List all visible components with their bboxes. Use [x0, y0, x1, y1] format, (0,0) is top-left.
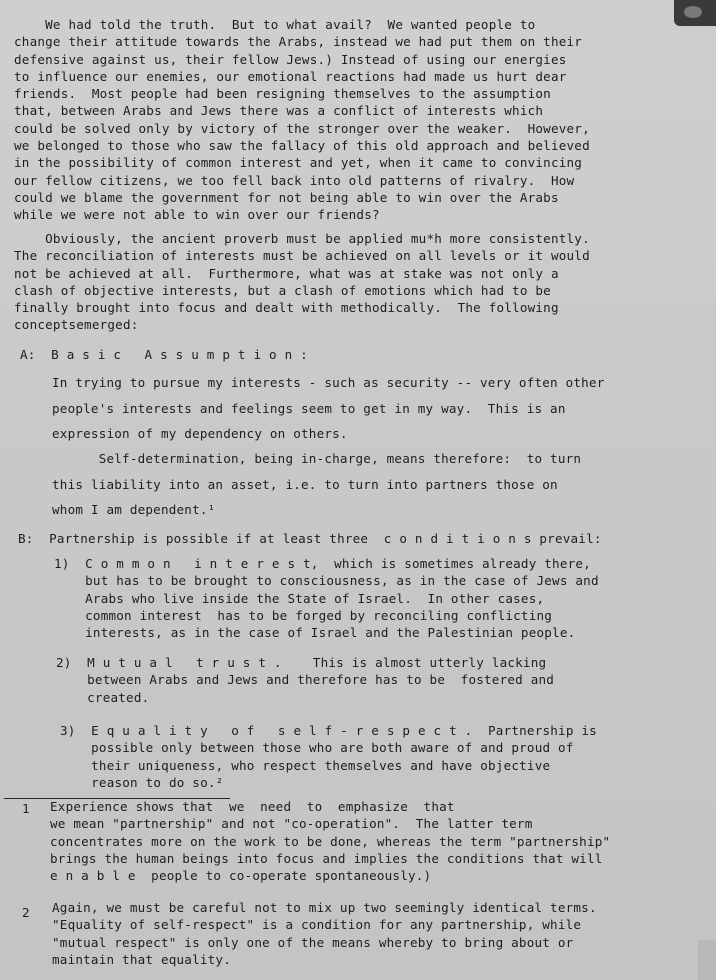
- section-b-title: B: Partnership is possible if at least three c o n d i t i o n s prevail:: [18, 531, 602, 546]
- paragraph-1: We had told the truth. But to what avail? We wanted people to change their attitude towards the Arabs, instead we had put them on their defensive against us, their fellow Jews.) Instead of using our energies to influence our enemies, our emotional reactions had made us hurt dear friends. Most people had been resigning themselves to the assumption that, between Arabs and Jews there was a conflict of interests which could be solved only by victory of the stronger over the weaker. However, we belonged to those who saw the fallacy of this old approach and believed in the possibility of common interest and yet, when it came to convincing our fellow citizens, we too fell back into old patterns of rivalry. How could we blame the government for not being able to win over the Arabs while we were not able to win over our friends?: [14, 17, 590, 223]
- condition-mutual-trust: 2) M u t u a l t r u s t . This is almost utterly lacking between Arabs and Jews and therefore has to be fostered and created.: [56, 655, 555, 705]
- footnote-2-number: 2: [22, 905, 30, 920]
- page-edge: [698, 940, 716, 980]
- condition-equality-self-respect: 3) E q u a l i t y o f s e l f - r e s p e c t . Partnership is possible only between those who are both aware of and proud of their uniqueness, who respect themselves and have objective reason to do so.²: [60, 723, 597, 790]
- postage-stamp-image: [674, 0, 716, 26]
- footnote-1-text: Experience shows that we need to emphasize that we mean "partnership" and not "co-operation". The latter term concentrates more on the work to be done, whereas the term "partnership" brings the human beings into focus and implies the conditions that will e n a b l e people to co-operate spontaneously.): [50, 799, 611, 884]
- footnote-1-number: 1: [22, 801, 30, 816]
- paragraph-2: Obviously, the ancient proverb must be applied mu*h more consistently. The reconciliation of interests must be achieved on all levels or it would not be achieved at all. Furthermore, what was at stake was not only a clash of objective interests, but a clash of emotions which had to be finally brought into focus and dealt with methodically. The following conceptsemerged:: [14, 231, 590, 333]
- section-a-body: In trying to pursue my interests - such as security -- very often other people's interests and feelings seem to get in my way. This is an expression of my dependency on others.: [52, 375, 605, 441]
- section-a-title: A: B a s i c A s s u m p t i o n :: [20, 347, 308, 362]
- section-a-self-determination: Self-determination, being in-charge, means therefore: to turn this liability into an asset, i.e. to turn into partners those on whom I am dependent.¹: [52, 451, 582, 517]
- condition-common-interest: 1) C o m m o n i n t e r e s t, which is sometimes already there, but has to be brought to consciousness, as in the case of Jews and Arabs who live inside the State of Israel. In other cases, common interest has to be forged by reconciling conflicting interests, as in the case of Israel and the Palestinian people.: [54, 556, 599, 641]
- footnote-2-text: Again, we must be careful not to mix up two seemingly identical terms. "Equality of self-respect" is a condition for any partnership, while "mutual respect" is only one of the means whereby to bring about or maintain that equality.: [52, 900, 597, 967]
